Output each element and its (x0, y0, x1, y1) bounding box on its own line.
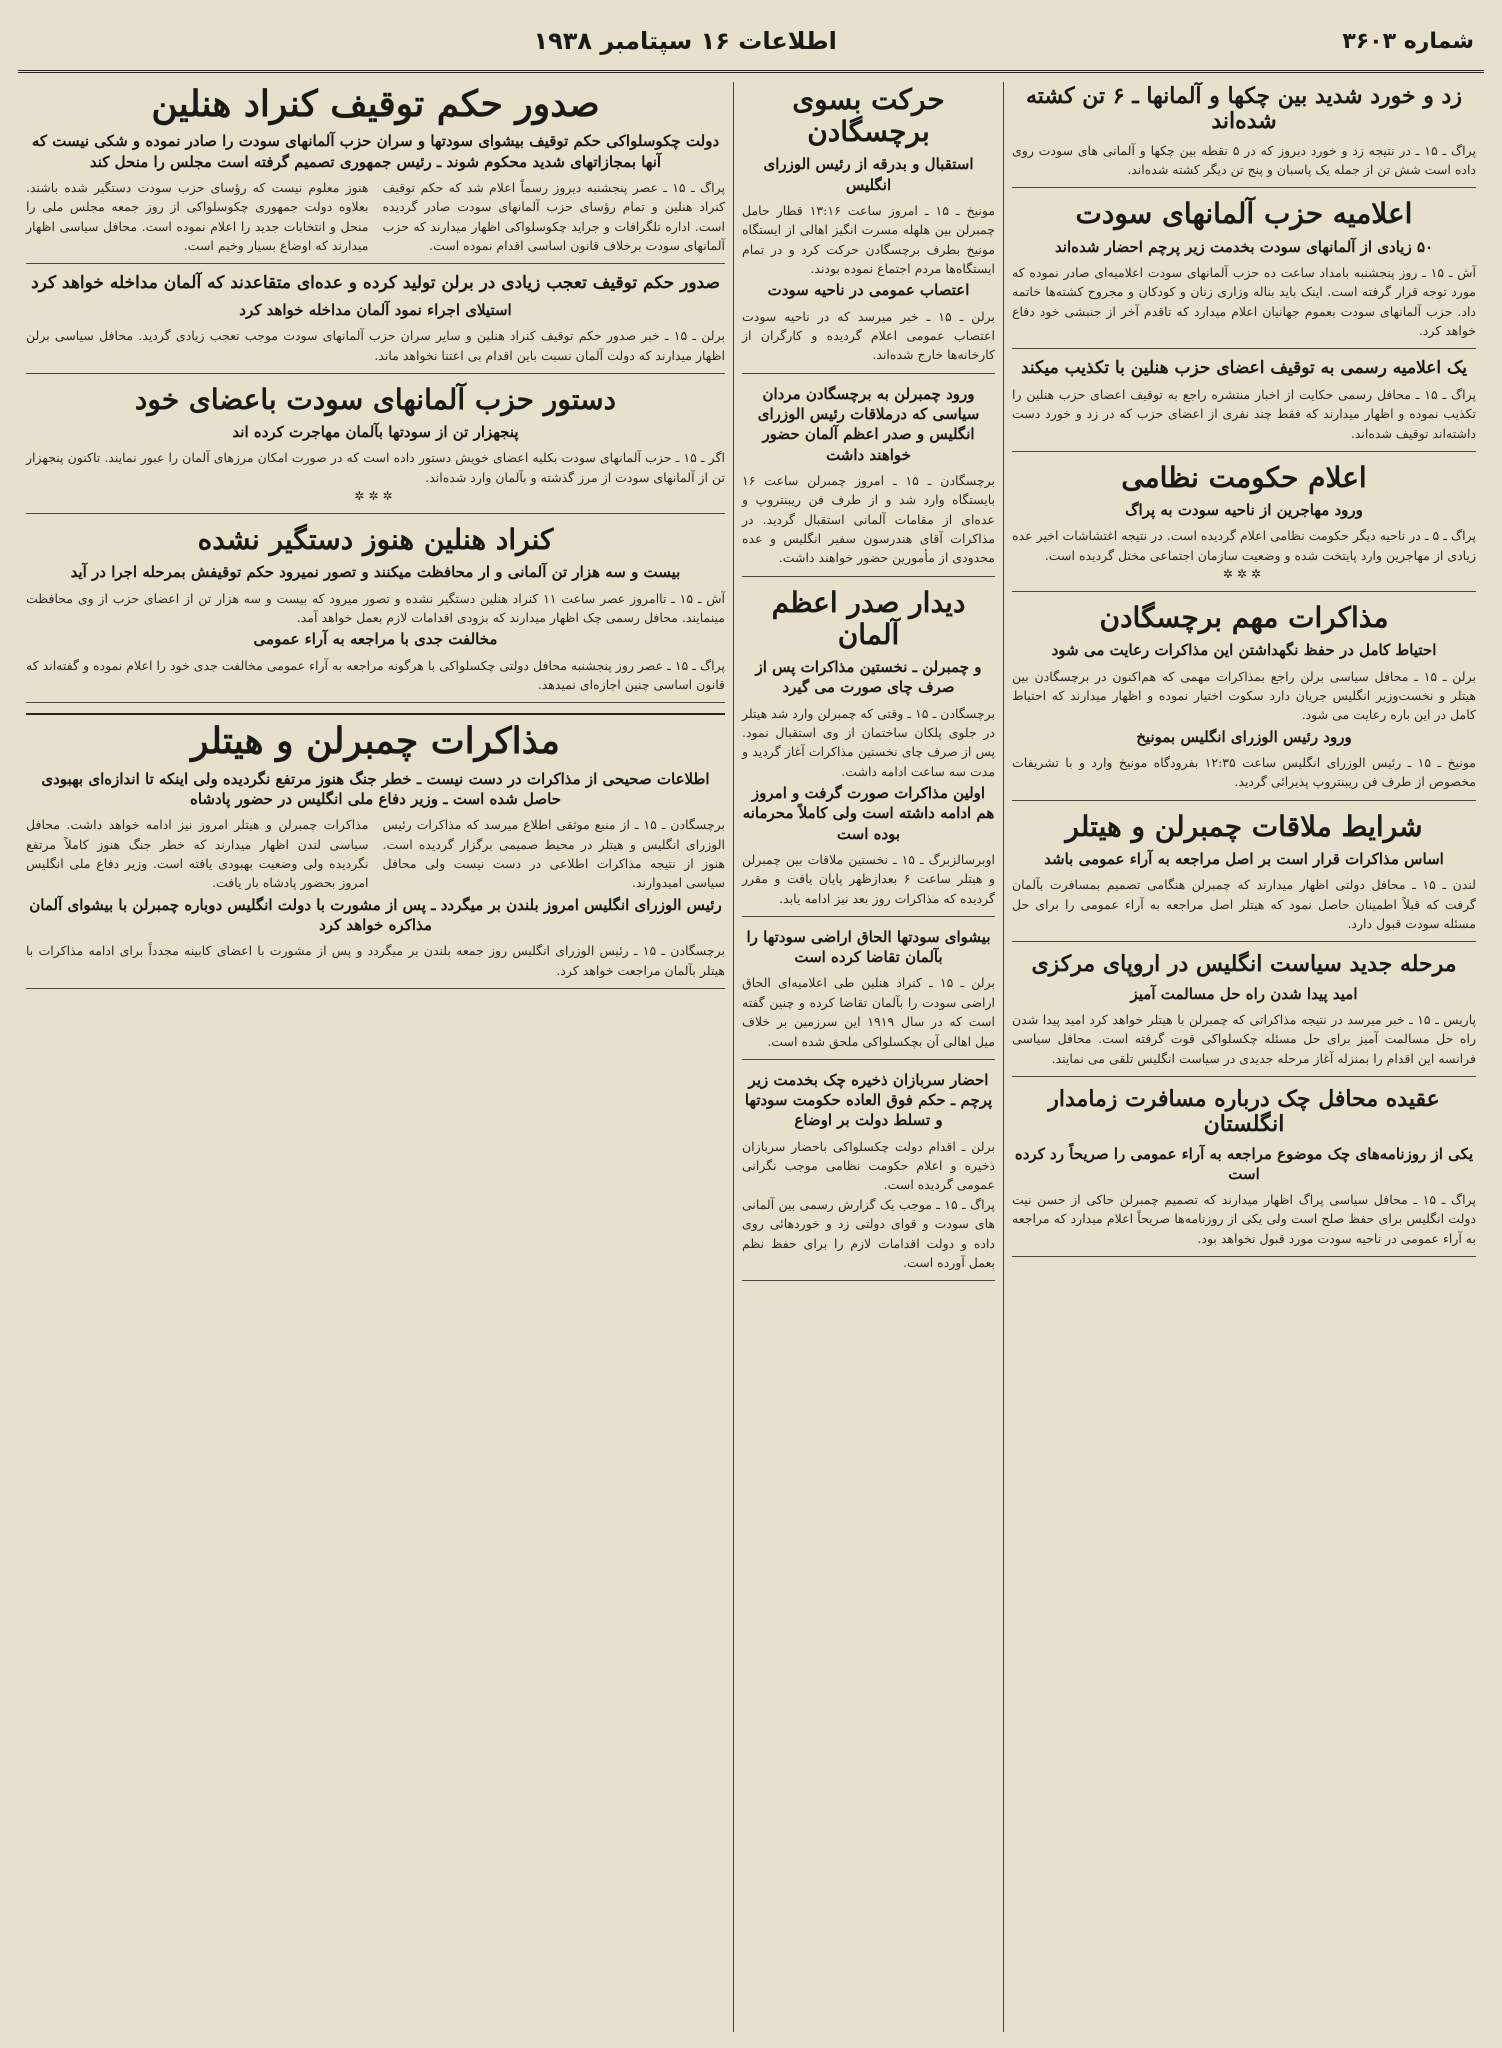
article-body: اگر ـ ۱۵ ـ حزب آلمانهای سودت بکلیه اعضای خویش دستور داده است که در صورت امکان مرزهای آلمان را عبور نمایند. تاکنون پنجهزار تن از آلمانهای سودت از مرز گذشته و بآلمان وارد شده‌اند. (26, 450, 725, 485)
subheadline: بیست و سه هزار تن آلمانی و ار محافظت میکنند و تصور نمیرود حکم توقیفش بمرحله اجرا در آید (70, 563, 681, 582)
subheadline: اعتصاب عمومی در ناحیه سودت (767, 281, 970, 300)
headline: زد و خورد شدید بین چکها و آلمانها ـ ۶ تن کشته شده‌اند (1026, 83, 1462, 135)
article-chamberlain-hitler (26, 721, 725, 989)
headline: مرحله جدید سیاست انگلیس در اروپای مرکزی (1031, 951, 1457, 978)
column-middle (734, 82, 1004, 2032)
subheadline: دولت چکوسلواکی حکم توقیف بیشوای سودتها و سران حزب آلمانهای سودت را صادر نموده و شکی نیست که آنها بمجازاتهای شدید محکوم شوند ـ رئیس جمهوری تصمیم گرفته است مجلس را منحل کند (31, 132, 720, 171)
headline: اعلامیه حزب آلمانهای سودت (1075, 197, 1413, 231)
subheadline: بیشوای سودتها الحاق اراضی سودتها را بآلمان تقاضا کرده است (746, 927, 991, 967)
article-body: برچسگادن ـ ۱۵ ـ امروز چمبرلن ساعت ۱۶ بایستگاه وارد شد و از طرف فن ریبنتروپ و عده‌ای از مقامات آلمانی استقبال گردید. در مذاکرات آقای هندرسون سفیر انگلیس و عده محدودی از مأمورین حضور خواهند داشت. (742, 472, 995, 566)
article-annexation-demand (742, 927, 995, 1060)
article-meeting-terms (1012, 811, 1476, 943)
article-party-order (26, 384, 725, 514)
article-departure (742, 84, 995, 374)
article-body: آش ـ ۱۵ ـ تاامروز عصر ساعت ۱۱ کنراد هنلین دستگیر نشده و تصور میرود که بیست و سه هزار تن از اعضای حزب از وی محافظت مینمایند. محافل رسمی چک اظهار میدارند که بزودی اقدامات لازم بعمل خواهد آمد. (26, 590, 726, 625)
article-body: پراگ ـ ۱۵ ـ محافل سیاسی پراگ اظهار میدارند که تصمیم چمبرلن حاکی از حسن نیت دولت انگلیس برای حفظ صلح است ولی یکی از روزنامه‌ها صریحاً اعلام میدارد که مراجعه به آراء عمومی در ناحیه سودت مورد قبول نخواهد بود. (1012, 1192, 1476, 1246)
article-body: برچسگادن ـ ۱۵ ـ از منبع موثقی اطلاع میرسد که مذاکرات رئیس الوزرای انگلیس و هیتلر در محیط صمیمی برگزار گردیده است. هنوز از نتیجه مذاکرات اطلاعی در دست نیست ولی محافل سیاسی امیدوارند. (382, 817, 725, 891)
article-body: برچسگادن ـ ۱۵ ـ وقتی که چمبرلن وارد شد هیتلر در جلوی پلکان ساختمان از وی استقبال نمود. پس از صرف چای نخستین مذاکرات آغاز گردید و مدت سه ساعت ادامه داشت. (742, 705, 995, 779)
article-body: برلن ـ اقدام دولت چکسلواکی باحضار سربازان ذخیره و اعلام حکومت نظامی موجب نگرانی عمومی گردیده است. (742, 1138, 995, 1193)
headline: صدور حکم توقیف کنراد هنلین (151, 83, 600, 125)
subheadline: یکی از روزنامه‌های چک موضوع مراجعه به آراء عمومی را صریحاً رد کرده است (1014, 1144, 1474, 1183)
headline: دستور حزب آلمانهای سودت باعضای خود (134, 382, 617, 416)
article-body: پاریس ـ ۱۵ ـ خبر میرسد در نتیجه مذاکراتی که چمبرلن با هیتلر خواهد کرد امید پیدا شدن راه حل مسالمت آمیز برای حل مسئله چکسلواکی قوت گرفته است. محافل سیاسی فرانسه این اقدام را بمنزله آغاز مرحله جدیدی در سیاست انگلیس تلقی می نمایند. (1012, 1011, 1476, 1066)
headline: حرکت بسوی برچسگادن (792, 83, 945, 149)
headline: شرایط ملاقات چمبرلن و هیتلر (1065, 809, 1423, 843)
article-body: پراگ ـ ۱۵ ـ عصر روز پنجشنبه محافل دولتی چکسلواکی با هرگونه مراجعه به آراء عمومی مخالفت جدی خود را اعلام نموده و گفته‌اند که قانون اساسی چنین اجازه‌ای نمیدهد. (26, 657, 725, 692)
subheadline: اساس مذاکرات قرار است بر اصل مراجعه به آراء عمومی باشد (1044, 849, 1444, 868)
article-body: لندن ـ ۱۵ ـ محافل دولتی اظهار میدارند که چمبرلن هنگامی تصمیم بمسافرت بآلمان گرفت که قبلاً اطمینان حاصل نمود که هیتلر اصل مراجعه به آراء عمومی را برای حل مسئله سودت قبول دارد. (1012, 877, 1476, 931)
two-column-body (26, 815, 725, 893)
article-body: پراگ ـ ۱۵ ـ موجب یک گزارش رسمی بین آلمانی های سودت و قوای دولتی زد و خوردهائی روی داده و دولت اقدامات لازم را برای حفظ نظم بعمل آورده است. (742, 1196, 995, 1270)
subheadline: امید پیدا شدن راه حل مسالمت آمیز (1130, 984, 1358, 1003)
article-arrival (742, 384, 995, 577)
article-reservists (742, 1070, 995, 1281)
article-body: پراگ ـ ۱۵ ـ در نتیجه زد و خورد دیروز که در ۵ نقطه بین چکها و آلمانی های سودت روی داده است شش تن از جمله یک پاسبان و پنج تن دیگر کشته شده‌اند. (1012, 142, 1476, 177)
newspaper-page (18, 12, 1484, 2032)
headline: صدور حکم توقیف تعجب زیادی در برلن تولید کرده و عده‌ای متقاعدند که آلمان مداخله خواهد کرد (31, 273, 720, 294)
article-body: آش ـ ۱۵ ـ روز پنجشنبه بامداد ساعت ده حزب آلمانهای سودت اعلامیه‌ای صادر نموده که مورد توجه قرار گرفته است. اینک باید بناله وزاری زنان و کودکان و مجروح کشته‌ها خاتمه داد. حزب آلمانهای سودت بعموم جهانیان اعلام میدارد که تاقدم آخر از جنبشی خود دفاع خواهد کرد. (1012, 264, 1477, 338)
headline: مذاکرات مهم برچسگادن (1099, 601, 1389, 635)
subheadline: احضار سربازان ذخیره چک بخدمت زیر پرچم ـ حکم فوق العاده حکومت سودتها و تسلط دولت بر اوضاع (744, 1070, 993, 1130)
subheadline: اطلاعات صحیحی از مذاکرات در دست نیست ـ خطر جنگ هنوز مرتفع نگردیده ولی اینکه تا اندازه‌ای بهبودی حاصل شده است ـ وزیر دفاع ملی انگلیس در حضور پادشاه (41, 769, 710, 808)
column-left (18, 82, 734, 2032)
subheadline: ورود رئیس الوزرای انگلیس بمونیخ (1136, 727, 1352, 746)
article-body: پراگ ـ ۱۵ ـ عصر پنجشنبه دیروز رسماً اعلام شد که حکم توقیف کنراد هنلین و تمام رؤسای حزب آلمانهای سودت صادر گردیده است. اداره تلگرافات و جراید چکوسلواکی اظهار میدارند که حزب آلمانهای سودت برخلاف قانون اساسی اقدام نموده است. (382, 179, 725, 254)
subheadline: احتیاط کامل در حفظ نگهداشتن این مذاکرات رعایت می شود (1051, 641, 1437, 660)
subheadline: رئیس الوزرای انگلیس امروز بلندن بر میگردد ـ پس از مشورت با دولت انگلیس دوباره چمبرلن با بیشوای آلمان مذاکره خواهد کرد (29, 895, 722, 934)
subheadline: ورود مهاجرین از ناحیه سودت به پراگ (1125, 501, 1363, 520)
article-body: مونیخ ـ ۱۵ ـ رئیس الوزرای انگلیس ساعت ۱۲:۳۵ بفرودگاه مونیخ وارد و با تشریفات مخصوص از طرف فن ریبنتروپ پذیرائی گردید. (1012, 754, 1476, 790)
article-body: هنوز معلوم نیست که رؤسای حزب سودت دستگیر شده باشند. بعلاوه دولت جمهوری چکوسلواکی از روز جمعه مجلس ملی را منحل و انتخابات جدید را اعلام نموده است. محافل سیاسی اظهار میدارند که اوضاع بسیار وخیم است. (26, 179, 369, 254)
headline: یک اعلامیه رسمی به توقیف اعضای حزب هنلین با تکذیب میکند (1021, 358, 1467, 379)
headline: مذاکرات چمبرلن و هیتلر (191, 720, 560, 763)
article-clash (1012, 84, 1476, 188)
subheadline: ۵۰ زیادی از آلمانهای سودت بخدمت زیر پرچم احضار شده‌اند (1054, 237, 1434, 256)
subheadline: و چمبرلن ـ نخستین مذاکرات پس از صرف چای صورت می گیرد (755, 658, 982, 697)
headline: عقیده محافل چک درباره مسافرت زمامدار انگلستان (1048, 1085, 1440, 1138)
issue-number: شماره ۳۶۰۳ (1342, 28, 1474, 54)
star-divider: ✲✲✲ (354, 489, 397, 504)
column-right (1004, 82, 1484, 2032)
headline: کنراد هنلین هنوز دستگیر نشده (197, 523, 554, 557)
article-body: پراگ ـ ۱۵ ـ محافل رسمی حکایت از اخبار منتشره راجع به توقیف اعضای حزب هنلین را تکذیب نموده و اظهار میدارند که فقط چند نفری از اعضای حزب که در زد و خورد دست داشته‌اند توقیف شده‌اند. (1012, 386, 1477, 441)
subheadline: پنجهزار تن از سودتها بآلمان مهاجرت کرده اند (232, 423, 519, 442)
subheadline: استیلای اجراء نمود آلمان مداخله خواهد کرد (239, 300, 512, 319)
headline: اعلام حکومت نظامی (1121, 460, 1367, 494)
subheadline: استقبال و بدرقه از رئیس الوزرای انگلیس (763, 155, 974, 194)
article-body: برلن ـ ۱۵ ـ خبر صدور حکم توقیف کنراد هنلین و سایر سران حزب آلمانهای سودت موجب تعجب زیادی گردید. محافل سیاسی برلن اظهار میدارند که دولت آلمان نسبت باین اقدام بی اعتنا نخواهد ماند. (26, 328, 725, 363)
section-divider (26, 713, 725, 715)
article-body: برچسگادن ـ ۱۵ ـ رئیس الوزرای انگلیس روز جمعه بلندن بر میگردد و پس از مشورت با اعضای کابینه مجدداً برای ادامه مذاکرات با هیتلر بآلمان مراجعت خواهد کرد. (26, 943, 725, 978)
two-column-body (26, 178, 725, 256)
article-body: برلن ـ ۱۵ ـ خبر میرسد که در ناحیه سودت اعتصاب عمومی اعلام گردیده و کارگران از کارخانه‌ها خارج شده‌اند. (742, 308, 996, 363)
article-martial-law (1012, 462, 1476, 592)
article-official-denial (1012, 359, 1476, 452)
article-new-phase (1012, 952, 1476, 1077)
article-body: اوبرسالزبرگ ـ ۱۵ ـ نخستین ملاقات بین چمبرلن و هیتلر ساعت ۶ بعدازظهر پایان یافت و مقرر گردیده که مذاکرات روز بعد نیز ادامه یابد. (742, 851, 995, 906)
subheadline: مخالفت جدی با مراجعه به آراء عمومی (253, 630, 498, 649)
masthead (18, 12, 1484, 73)
article-sudeten-party (1012, 198, 1476, 349)
article-chancellor-meeting (742, 587, 995, 917)
article-body: برلن ـ ۱۵ ـ کنراد هنلین طی اعلامیه‌ای الحاق اراضی سودت را بآلمان تقاضا کرده و چنین گفته است که در سال ۱۹۱۹ این سرزمین بر خلاف میل اهالی آن بچکسلواکی ملحق شده است. (742, 975, 995, 1049)
article-berchtesgaden-talks (1012, 602, 1476, 801)
star-divider: ✲✲✲ (1222, 567, 1266, 582)
article-berlin-surprise (26, 274, 725, 374)
article-arrest-warrant (26, 84, 725, 264)
masthead-date: اطلاعات ۱۶ سپتامبر ۱۹۳۸ (533, 27, 837, 55)
article-body: پراگ ـ ۵ ـ در ناحیه دیگر حکومت نظامی اعلام گردیده است. در نتیجه اغتشاشات اخیر عده زیادی از مهاجرین وارد پایتخت شده و وضعیت سازمان اجتماعی مختل گردیده است. (1012, 528, 1476, 563)
headline: دیدار صدر اعظم آلمان (771, 585, 966, 651)
article-body: مذاکرات چمبرلن و هیتلر امروز نیز ادامه خواهد داشت. محافل سیاسی لندن اظهار میدارند که خطر جنگ هنوز کاملاً مرتفع نگردیده ولی وضعیت بهبودی یافته است. وزیر دفاع ملی انگلیس امروز بحضور پادشاه بار یافت. (26, 817, 369, 891)
subheadline: ورود چمبرلن به برچسگادن مردان سیاسی که درملاقات رئیس الوزرای انگلیس و صدر اعظم آلمان حضور خواهند داشت (757, 384, 980, 464)
subheadline: اولین مذاکرات صورت گرفت و امروز هم ادامه داشته است ولی کاملاً محرمانه بوده است (742, 784, 995, 843)
article-body: مونیخ ـ ۱۵ ـ امروز ساعت ۱۳:۱۶ قطار حامل چمبرلن بین هلهله مسرت انگیز اهالی از ایستگاه مونیخ بطرف برچسگادن حرکت کرد و در تمام ایستگاه‌ها مردم اجتماع نموده بودند. (742, 202, 995, 276)
article-body: برلن ـ ۱۵ ـ محافل سیاسی برلن راجع بمذاکرات مهمی که هم‌اکنون در برچسگادن بین هیتلر و نخست‌وزیر انگلیس جریان دارد سکوت اختیار نموده و اظهار میدارند که احتیاط کامل در این باره رعایت می شود. (1012, 668, 1476, 723)
article-henlein-not-arrested (26, 524, 725, 703)
article-czech-opinion (1012, 1087, 1476, 1257)
